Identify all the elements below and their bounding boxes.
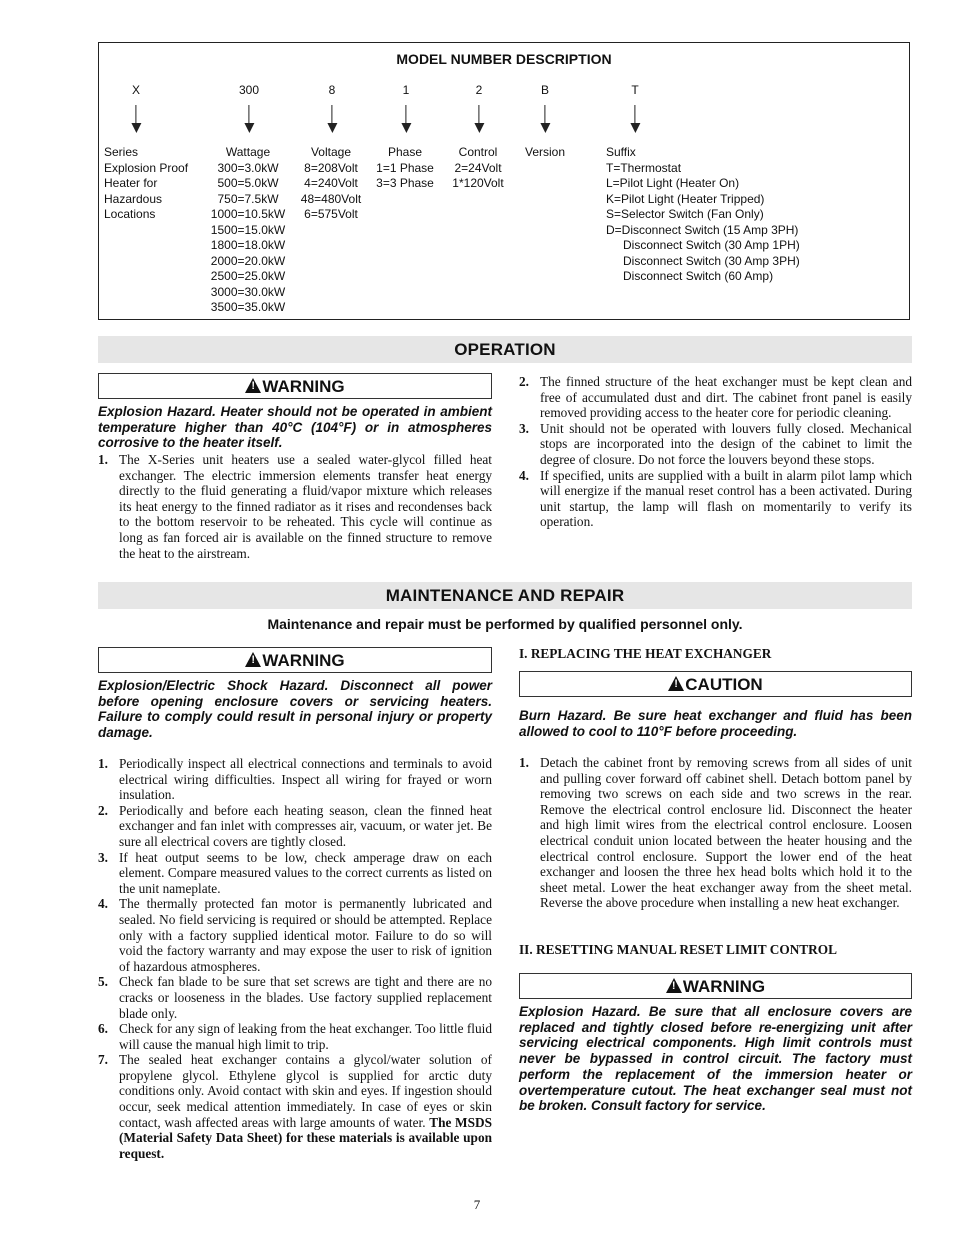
- series-line: Locations: [104, 207, 156, 221]
- item-number: 5.: [98, 974, 108, 990]
- list-item: [98, 974, 492, 1021]
- series-line: Explosion Proof: [104, 160, 189, 175]
- list-item: [98, 756, 492, 803]
- warning-label: WARNING: [262, 651, 345, 670]
- replacing-steps-list: [519, 755, 912, 911]
- code-label: B: [540, 83, 550, 97]
- list-item: [98, 896, 492, 974]
- series-line: Hazardous: [104, 191, 163, 206]
- list-item: [519, 755, 912, 911]
- list-item: [98, 850, 492, 897]
- series-line: Series: [104, 145, 139, 159]
- model-number-title: MODEL NUMBER DESCRIPTION: [396, 51, 612, 67]
- page-number: 7: [473, 1197, 481, 1212]
- wattage-line: 500=5.0kW: [217, 176, 279, 190]
- item-number: 1.: [98, 452, 108, 467]
- list-item: [519, 421, 912, 468]
- voltage-line: 4=240Volt: [304, 176, 358, 190]
- suffix-line: K=Pilot Light (Heater Tripped): [606, 191, 765, 206]
- phase-line: 3=3 Phase: [376, 176, 434, 190]
- list-item: [98, 1052, 492, 1161]
- down-arrow-icon: [135, 105, 136, 125]
- item-text: The sealed heat exchanger contains a glycol/water solution of propylene glycol. Ethylene glycol is supplied for arctic duty conditions only. Avoid contact with skin and eyes. If ingestion should occur, seek medical attention immediately. In case of eyes or skin contact, wash affected areas with large amounts of water.: [119, 1052, 492, 1130]
- voltage-line: 6=575Volt: [304, 207, 358, 221]
- wattage-line: 2500=25.0kW: [210, 269, 286, 283]
- item-text: The X-Series unit heaters use a sealed water-glycol filled heat exchanger. The electric immersion elements transfer heat energy directly to the fluid generating a fluid/vapor mixture which releases its heat energy to the finned radiator as it rises and recondenses back to the bottom reservoir to be reheated. This cycle will continue as long as fan forced air is available on the finned structure to remove the heat to the airstream.: [119, 452, 492, 561]
- item-number: 7.: [98, 1052, 108, 1068]
- list-item: [98, 1021, 492, 1052]
- voltage-description: [301, 145, 361, 223]
- suffix-line: S=Selector Switch (Fan Only): [606, 207, 764, 221]
- version-line: Version: [524, 145, 566, 159]
- item-text: Check fan blade to be sure that set screws are tight and there are no cracks or looseness in the blades. Use factory supplied replacement blade only.: [119, 974, 492, 1021]
- voltage-line: 48=480Volt: [300, 191, 362, 206]
- maintenance-list: [98, 756, 492, 1161]
- wattage-description: [211, 145, 285, 316]
- caution-label: CAUTION: [685, 675, 763, 694]
- replacing-heat-exchanger-heading: I. REPLACING THE HEAT EXCHANGER: [519, 646, 772, 661]
- wattage-line: 1800=18.0kW: [210, 238, 286, 252]
- control-description: [452, 145, 503, 192]
- item-text: The finned structure of the heat exchanger must be kept clean and free of accumulated dust and dirt. The cabinet front panel is easily removed providing access to the heater core for periodic cleaning.: [540, 374, 912, 421]
- resetting-limit-control-heading: II. RESETTING MANUAL RESET LIMIT CONTROL: [519, 942, 837, 957]
- item-text: If specified, units are supplied with a built in alarm pilot lamp which will energize if the manual reset control has a been activated. During unit startup, the lamp will flash on momentarily to verify its operation.: [540, 467, 912, 530]
- code-label: 8: [328, 83, 336, 97]
- list-item: [98, 803, 492, 850]
- suffix-line: Disconnect Switch (30 Amp 1PH): [623, 238, 800, 252]
- item-number: 4.: [98, 896, 108, 912]
- phase-line: Phase: [387, 145, 423, 159]
- suffix-line: Disconnect Switch (30 Amp 3PH): [623, 253, 800, 268]
- item-text: Periodically inspect all electrical connections and terminals to avoid electrical wiring difficulties. Inspect all wiring for frayed or worn insulation.: [119, 756, 492, 803]
- code-label: T: [631, 83, 639, 97]
- item-number: 1.: [519, 755, 529, 770]
- operation-heading: OPERATION: [98, 336, 912, 363]
- control-line: Control: [458, 145, 498, 159]
- down-arrow-icon: [331, 105, 332, 125]
- operation-warning-text: Explosion Hazard. Heater should not be operated in ambient temperature higher than 40°C (104°F) or in atmospheres corrosive to the heater itself.: [98, 404, 492, 451]
- list-item: [519, 468, 912, 530]
- wattage-line: 300=3.0kW: [217, 160, 279, 175]
- code-label: 2: [475, 83, 483, 97]
- control-line: 1*120Volt: [452, 176, 504, 190]
- suffix-line: T=Thermostat: [606, 160, 682, 175]
- warning-triangle-icon: [666, 978, 682, 993]
- warning-label: WARNING: [682, 977, 766, 996]
- voltage-line: 8=208Volt: [304, 160, 358, 175]
- suffix-line: L=Pilot Light (Heater On): [606, 176, 740, 190]
- item-number: 3.: [519, 420, 529, 436]
- item-number: 1.: [98, 756, 108, 771]
- maintenance-heading: MAINTENANCE AND REPAIR: [98, 582, 912, 609]
- list-item: [98, 452, 492, 561]
- warning-triangle-icon: [245, 652, 261, 667]
- down-arrow-icon: [634, 105, 635, 125]
- warning-label: WARNING: [262, 377, 345, 396]
- down-arrow-icon: [405, 105, 406, 125]
- code-label: X: [131, 83, 141, 97]
- item-text: If heat output seems to be low, check amperage draw on each element. Compare measured values to the correct currents as listed on the unit nameplate.: [119, 849, 492, 896]
- wattage-line: 3500=35.0kW: [210, 300, 286, 314]
- suffix-line: D=Disconnect Switch (15 Amp 3PH): [606, 222, 799, 237]
- phase-line: 1=1 Phase: [376, 160, 434, 175]
- wattage-line: Wattage: [225, 145, 271, 159]
- suffix-line: Suffix: [606, 145, 636, 159]
- maintenance-warning-text: Explosion/Electric Shock Hazard. Disconnect all power before opening enclosure covers or servicing heaters. Failure to comply could result in personal injury or property damage.: [98, 678, 492, 741]
- operation-list-left: [98, 452, 492, 561]
- reset-warning-banner: [519, 973, 912, 999]
- series-description: [104, 145, 188, 223]
- item-number: 2.: [98, 802, 108, 818]
- operation-list-right: [519, 374, 912, 530]
- suffix-description: [606, 145, 800, 285]
- item-text: Periodically and before each heating season, clean the finned heat exchanger and fan inlet with compresses air, vacuum, or water jet. Be sure all electrical covers are tightly closed.: [119, 802, 492, 849]
- down-arrow-icon: [478, 105, 479, 125]
- caution-banner: [519, 671, 912, 697]
- control-line: 2=24Volt: [454, 160, 502, 175]
- wattage-line: 1000=10.5kW: [210, 207, 286, 221]
- list-item: [519, 374, 912, 421]
- item-number: 4.: [519, 467, 529, 483]
- operation-warning-banner: [98, 373, 492, 399]
- voltage-line: Voltage: [310, 145, 352, 159]
- version-description: [525, 145, 565, 161]
- wattage-line: 3000=30.0kW: [210, 284, 286, 299]
- phase-description: [376, 145, 434, 192]
- wattage-line: 2000=20.0kW: [210, 253, 286, 268]
- qualified-personnel-note: Maintenance and repair must be performed by qualified personnel only.: [267, 616, 743, 632]
- code-label: 1: [402, 83, 410, 97]
- item-text: Detach the cabinet front by removing screws from all sides of unit and pulling cover forward off cabinet shell. Detach bottom panel by removing two screws on each side and two screws in the rear. Remove the electrical control enclosure lid. Disconnect the heater and high limit wires from the electrical control enclosure. Loosen electrical conduit union located between the heater housing and the electrical control enclosure. Support the lower end of the heat exchanger and loosen the three hex head bolts which hold it to the sheet metal. Lower the heat exchanger away from the sheet metal. Reverse the above procedure when installing a new heat exchanger.: [540, 755, 912, 911]
- item-text: The thermally protected fan motor is permanently lubricated and sealed. No field servicing is required or should be attempted. Replace only with a factory supplied identical motor. Failure to do so will void the factory warranty and may expose the user to risk of ignition of hazardous atmospheres.: [119, 896, 492, 974]
- maintenance-warning-banner: [98, 647, 492, 673]
- warning-triangle-icon: [245, 378, 261, 393]
- code-label: 300: [238, 83, 260, 97]
- reset-warning-text: Explosion Hazard. Be sure that all enclosure covers are replaced and tightly closed before re-energizing unit after servicing electrical components. High limit controls must never be bypassed in control circuit. The factory must perform the replacement of the immersion heater or overtemperature cutout. The heat exchanger seal must not be broken. Consult factory for service.: [519, 1004, 912, 1114]
- down-arrow-icon: [544, 105, 545, 125]
- item-text: Unit should not be operated with louvers fully closed. Mechanical stops are incorporated into the design of the cabinet to limit the degree of closure. Do not force the louvers beyond these stops.: [540, 420, 912, 467]
- caution-triangle-icon: [668, 676, 684, 691]
- wattage-line: 750=7.5kW: [217, 191, 279, 206]
- item-number: 3.: [98, 849, 108, 865]
- series-line: Heater for: [104, 176, 158, 190]
- item-number: 6.: [98, 1021, 108, 1037]
- model-number-box: [98, 42, 910, 320]
- suffix-line: Disconnect Switch (60 Amp): [623, 269, 774, 283]
- down-arrow-icon: [248, 105, 249, 125]
- caution-text: Burn Hazard. Be sure heat exchanger and fluid has been allowed to cool to 110°F before proceeding.: [519, 708, 912, 739]
- item-number: 2.: [519, 374, 529, 389]
- msds-note: The MSDS (Material Safety Data Sheet) for these materials is available upon request.: [119, 1114, 493, 1161]
- item-text: Check for any sign of leaking from the heat exchanger. Too little fluid will cause the manual high limit to trip.: [119, 1021, 492, 1052]
- wattage-line: 1500=15.0kW: [210, 222, 286, 237]
